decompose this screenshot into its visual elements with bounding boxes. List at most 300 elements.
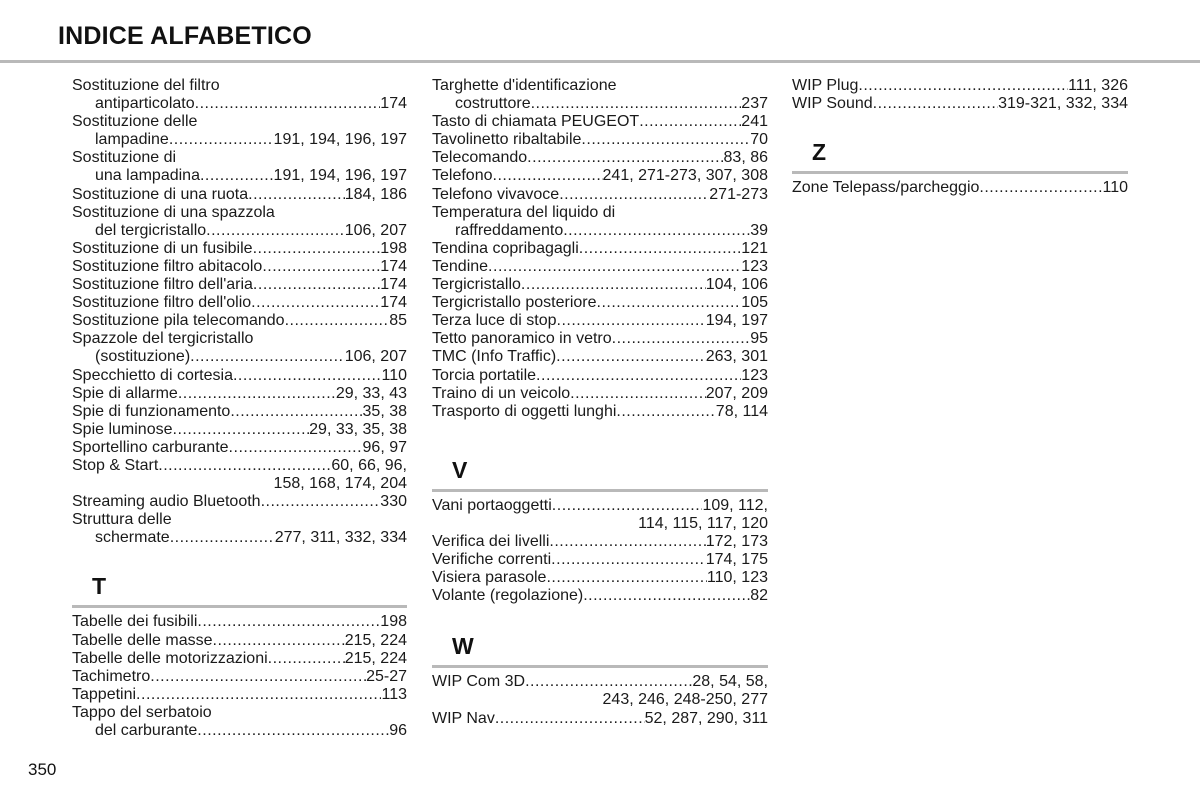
entry-pages: 114, 115, 117, 120 <box>638 514 768 532</box>
dot-leader <box>253 240 381 258</box>
index-entry-line <box>432 294 768 312</box>
index-entry <box>72 77 407 113</box>
entry-term: Verifica dei livelli <box>432 532 550 550</box>
entry-term: Sportellino carburante <box>72 438 229 456</box>
index-entry-line <box>72 511 407 529</box>
entry-term: Telefono vivavoce <box>432 185 560 203</box>
index-entry-line <box>432 113 768 131</box>
index-entry-line <box>432 673 768 691</box>
entry-pages: 25-27 <box>366 667 407 685</box>
entry-term: Volante (regolazione) <box>432 587 584 605</box>
index-entry <box>432 186 768 204</box>
dot-leader <box>200 167 274 185</box>
entry-pages: 191, 194, 196, 197 <box>273 167 407 185</box>
index-entry-line <box>432 348 768 366</box>
index-entry-line <box>72 276 407 294</box>
entry-pages: 85 <box>389 312 407 330</box>
entry-pages: 241, 271-273, 307, 308 <box>602 167 768 185</box>
index-entry <box>432 240 768 258</box>
entry-pages: 70 <box>750 131 768 149</box>
entry-term: Sostituzione filtro abitacolo <box>72 257 263 275</box>
letter-heading-rule <box>432 665 768 668</box>
entry-pages: 113 <box>381 685 407 703</box>
index-entry <box>72 367 407 385</box>
entry-pages: 96 <box>389 722 407 739</box>
entry-term: Terza luce di stop <box>432 312 557 330</box>
index-entry <box>72 439 407 457</box>
entry-pages: 110, 123 <box>706 569 768 587</box>
index-entry-line <box>72 457 407 475</box>
dot-leader <box>546 569 706 587</box>
index-entry <box>432 258 768 276</box>
section-gap <box>72 547 407 573</box>
entry-pages: 174 <box>380 294 407 312</box>
dot-leader <box>557 312 706 330</box>
title-divider <box>0 60 1200 63</box>
letter-heading <box>72 573 407 608</box>
index-entry-line <box>72 385 407 403</box>
dot-leader <box>612 330 751 348</box>
index-entry <box>432 710 768 728</box>
index-entry-line <box>72 668 407 686</box>
dot-leader <box>873 95 998 113</box>
entry-pages: 121 <box>741 239 768 257</box>
entry-pages: 83, 86 <box>723 149 768 167</box>
index-entry <box>432 276 768 294</box>
index-entry <box>792 95 1128 113</box>
entry-pages: 215, 224 <box>344 631 407 649</box>
index-entry-line <box>72 294 407 312</box>
entry-pages: 207, 209 <box>705 384 768 402</box>
entry-term: del carburante <box>95 722 198 739</box>
index-entry-line <box>432 222 768 240</box>
index-entry <box>72 113 407 149</box>
dot-leader <box>563 222 750 240</box>
index-entry <box>432 348 768 366</box>
dot-leader <box>616 403 715 421</box>
dot-leader <box>597 294 742 312</box>
index-entry-line <box>432 551 768 569</box>
index-entry-line <box>72 131 407 149</box>
entry-term: schermate <box>95 529 170 547</box>
index-entry <box>432 113 768 131</box>
entry-term: Telefono <box>432 167 493 185</box>
entry-pages: 330 <box>380 493 407 511</box>
index-entry <box>72 149 407 185</box>
dot-leader <box>858 77 1068 95</box>
entry-term: Spazzole del tergicristallo <box>72 330 254 348</box>
letter-heading-rule <box>72 605 407 608</box>
entry-term: Streaming audio Bluetooth <box>72 493 261 511</box>
entry-pages: 109, 112, <box>702 496 768 514</box>
index-entry-line <box>72 650 407 668</box>
index-entry <box>72 330 407 366</box>
index-entry <box>432 77 768 113</box>
index-entry-line <box>432 330 768 348</box>
index-entry <box>432 312 768 330</box>
index-entry <box>72 204 407 240</box>
entry-term: Tabelle delle motorizzazioni <box>72 649 268 667</box>
index-entry-line <box>72 421 407 439</box>
dot-leader <box>178 385 336 403</box>
dot-leader <box>158 457 331 475</box>
letter-heading <box>792 139 1128 174</box>
letter-heading <box>432 457 768 492</box>
index-entry <box>432 587 768 605</box>
index-entry <box>72 312 407 330</box>
dot-leader <box>248 186 345 204</box>
index-entry-line <box>432 312 768 330</box>
index-entry-line <box>432 385 768 403</box>
index-entry-line <box>432 569 768 587</box>
dot-leader <box>197 722 389 740</box>
entry-term: Tavolinetto ribaltabile <box>432 131 582 149</box>
entry-term: Sostituzione di un fusibile <box>72 239 253 257</box>
index-entry-line <box>432 276 768 294</box>
entry-term: Sostituzione di una ruota <box>72 185 249 203</box>
index-entry <box>432 330 768 348</box>
entry-pages: 106, 207 <box>344 348 407 366</box>
index-entry-line <box>432 587 768 605</box>
page-number: 350 <box>28 760 57 779</box>
entry-term: Sostituzione di una spazzola <box>72 203 275 221</box>
entry-pages: 263, 301 <box>705 348 768 366</box>
entry-pages: 52, 287, 290, 311 <box>644 709 768 727</box>
entry-pages: 82 <box>750 587 768 605</box>
entry-pages: 29, 33, 43 <box>335 384 407 402</box>
index-entry <box>72 457 407 493</box>
index-entry-line <box>432 403 768 421</box>
entry-pages: 172, 173 <box>705 532 768 550</box>
dot-leader <box>262 258 380 276</box>
section-gap <box>432 421 768 457</box>
entry-pages: 95 <box>750 330 768 348</box>
index-entry-line <box>432 240 768 258</box>
index-entry-line <box>432 77 768 95</box>
index-entry-line <box>72 258 407 276</box>
index-entry-line <box>72 722 407 740</box>
index-entry-line <box>432 95 768 113</box>
entry-term: WIP Sound <box>792 95 873 113</box>
dot-leader <box>495 710 645 728</box>
dot-leader <box>493 167 603 185</box>
dot-leader <box>525 673 692 691</box>
dot-leader <box>639 113 741 131</box>
index-entry-line <box>72 686 407 704</box>
index-entry <box>72 385 407 403</box>
entry-pages: 123 <box>741 257 768 275</box>
entry-term: Stop & Start <box>72 456 159 474</box>
dot-leader <box>979 179 1102 197</box>
index-entry-line <box>72 186 407 204</box>
dot-leader <box>169 131 274 149</box>
entry-term: Temperatura del liquido di <box>432 203 616 221</box>
letter-heading-rule <box>432 489 768 492</box>
index-entry-line <box>432 204 768 222</box>
entry-term: Tendine <box>432 257 489 275</box>
index-entry <box>72 613 407 631</box>
index-entry <box>72 650 407 668</box>
entry-pages: 106, 207 <box>344 221 407 239</box>
index-entry-line <box>432 258 768 276</box>
index-entry-line <box>432 167 768 185</box>
index-entry <box>432 367 768 385</box>
entry-term: Targhette d'identificazione <box>432 77 617 94</box>
entry-term: raffreddamento <box>455 221 564 239</box>
letter-heading-rule <box>792 171 1128 174</box>
index-entry-line <box>72 403 407 421</box>
index-entry <box>72 403 407 421</box>
dot-leader <box>527 149 723 167</box>
entry-term: Tabelle dei fusibili <box>72 613 198 631</box>
entry-term: Tergicristallo <box>432 276 521 294</box>
index-entry-line <box>72 613 407 631</box>
index-entry-line <box>72 529 407 547</box>
entry-pages: 194, 197 <box>705 312 768 330</box>
dot-leader <box>206 222 345 240</box>
entry-pages: 243, 246, 248-250, 277 <box>602 691 768 709</box>
index-entry <box>72 240 407 258</box>
entry-pages: 111, 326 <box>1068 77 1128 94</box>
index-entry <box>72 421 407 439</box>
dot-leader <box>521 276 706 294</box>
entry-term: Tachimetro <box>72 667 151 685</box>
dot-leader <box>170 529 275 547</box>
entry-term: WIP Plug <box>792 77 859 94</box>
letter-heading-label: V <box>452 456 468 483</box>
page-title: INDICE ALFABETICO <box>58 22 312 50</box>
section-gap <box>432 605 768 633</box>
entry-term: TMC (Info Traffic) <box>432 348 557 366</box>
entry-pages: 198 <box>380 613 407 631</box>
entry-term: Verifiche correnti <box>432 551 552 569</box>
dot-leader <box>190 348 345 366</box>
entry-term: Sostituzione filtro dell'aria <box>72 276 253 294</box>
entry-pages: 215, 224 <box>344 649 407 667</box>
entry-pages: 184, 186 <box>344 185 407 203</box>
entry-term: del tergicristallo <box>95 221 207 239</box>
index-entry <box>432 385 768 403</box>
dot-leader <box>531 95 742 113</box>
entry-term: WIP Nav <box>432 709 495 727</box>
index-entry-line <box>72 439 407 457</box>
index-entry-line <box>432 186 768 204</box>
dot-leader <box>213 632 345 650</box>
dot-leader <box>570 385 706 403</box>
entry-term: Tappo del serbatoio <box>72 703 212 721</box>
entry-term: Sostituzione delle <box>72 113 198 131</box>
entry-pages: 105 <box>741 294 768 312</box>
index-entry <box>432 533 768 551</box>
entry-term: Torcia portatile <box>432 366 537 384</box>
index-entry-line <box>72 312 407 330</box>
entry-term: Tasto di chiamata PEUGEOT <box>432 113 640 131</box>
index-entry <box>432 551 768 569</box>
letter-heading <box>432 633 768 668</box>
entry-term: Visiera parasole <box>432 569 547 587</box>
entry-term: Tergicristallo posteriore <box>432 294 597 312</box>
index-entry-line <box>792 77 1128 95</box>
index-entry-line <box>432 515 768 533</box>
entry-pages: 271-273 <box>709 185 768 203</box>
index-entry <box>72 294 407 312</box>
index-entry <box>792 77 1128 95</box>
dot-leader <box>233 367 382 385</box>
index-entry-line <box>72 348 407 366</box>
section-gap <box>792 113 1128 139</box>
entry-term: Traino di un veicolo <box>432 384 571 402</box>
entry-pages: 174, 175 <box>705 551 768 569</box>
entry-term: Spie luminose <box>72 420 173 438</box>
dot-leader <box>583 587 750 605</box>
index-entry <box>72 632 407 650</box>
dot-leader <box>268 650 345 668</box>
entry-pages: 60, 66, 96, <box>331 456 407 474</box>
index-entry-line <box>72 222 407 240</box>
entry-pages: 174 <box>380 257 407 275</box>
dot-leader <box>229 439 363 457</box>
index-entry <box>72 186 407 204</box>
entry-pages: 191, 194, 196, 197 <box>273 131 407 149</box>
dot-leader <box>556 348 706 366</box>
index-entry-line <box>72 704 407 722</box>
entry-pages: 29, 33, 35, 38 <box>309 420 407 438</box>
entry-pages: 319-321, 332, 334 <box>998 95 1128 113</box>
entry-term: Specchietto di cortesia <box>72 366 233 384</box>
dot-leader <box>197 613 380 631</box>
index-entry-line <box>72 204 407 222</box>
index-entry <box>72 686 407 704</box>
index-entry <box>432 167 768 185</box>
entry-pages: 39 <box>750 221 768 239</box>
entry-term: Tetto panoramico in vetro <box>432 330 612 348</box>
entry-term: antiparticolato <box>95 95 195 113</box>
index-entry-line <box>432 691 768 709</box>
index-entry <box>432 403 768 421</box>
index-entry <box>432 569 768 587</box>
entry-pages: 174 <box>380 95 407 113</box>
entry-pages: 241 <box>741 113 768 131</box>
index-entry-line <box>432 497 768 515</box>
dot-leader <box>253 276 380 294</box>
dot-leader <box>488 258 741 276</box>
index-entry-line <box>72 475 407 493</box>
index-entry-line <box>72 77 407 95</box>
index-entry-line <box>432 533 768 551</box>
entry-term: Tabelle delle masse <box>72 631 213 649</box>
dot-leader <box>285 312 390 330</box>
index-entry-line <box>432 149 768 167</box>
entry-pages: 123 <box>741 366 768 384</box>
entry-pages: 78, 114 <box>715 402 768 420</box>
entry-term: lampadine <box>95 131 169 149</box>
index-entry-line <box>72 367 407 385</box>
dot-leader <box>549 533 705 551</box>
entry-term: WIP Com 3D <box>432 673 526 691</box>
dot-leader <box>559 186 709 204</box>
entry-pages: 277, 311, 332, 334 <box>274 529 407 547</box>
index-column-1 <box>72 77 407 740</box>
entry-pages: 237 <box>741 95 768 113</box>
entry-term: Sostituzione del filtro <box>72 77 220 94</box>
index-column-3 <box>792 77 1128 197</box>
index-entry-line <box>792 179 1128 197</box>
index-entry-line <box>72 149 407 167</box>
dot-leader <box>581 131 750 149</box>
dot-leader <box>150 668 366 686</box>
entry-term: Spie di allarme <box>72 384 178 402</box>
index-entry-line <box>72 493 407 511</box>
index-entry-line <box>72 95 407 113</box>
entry-pages: 174 <box>380 276 407 294</box>
index-entry-line <box>72 167 407 185</box>
index-entry <box>432 497 768 533</box>
entry-term: Tendina copribagagli <box>432 239 579 257</box>
entry-term: Zone Telepass/parcheggio <box>792 179 980 197</box>
index-entry <box>432 131 768 149</box>
index-entry-line <box>72 330 407 348</box>
dot-leader <box>551 551 706 569</box>
index-entry <box>72 668 407 686</box>
entry-term: una lampadina <box>95 167 200 185</box>
index-entry-line <box>72 113 407 131</box>
index-column-2 <box>432 77 768 728</box>
index-entry <box>72 511 407 547</box>
entry-term: costruttore <box>455 95 531 113</box>
entry-term: Spie di funzionamento <box>72 402 231 420</box>
dot-leader <box>230 403 362 421</box>
index-entry <box>72 493 407 511</box>
dot-leader <box>536 367 741 385</box>
dot-leader <box>579 240 742 258</box>
index-entry-line <box>432 131 768 149</box>
index-entry <box>432 149 768 167</box>
entry-pages: 96, 97 <box>362 438 407 456</box>
index-entry <box>432 204 768 240</box>
index-entry-line <box>432 710 768 728</box>
dot-leader <box>251 294 380 312</box>
entry-term: Tappetini <box>72 685 137 703</box>
dot-leader <box>173 421 310 439</box>
dot-leader <box>136 686 381 704</box>
letter-heading-label: Z <box>812 139 827 166</box>
index-entry-line <box>72 632 407 650</box>
entry-term: Sostituzione pila telecomando <box>72 312 285 330</box>
dot-leader <box>195 95 381 113</box>
entry-term: Telecomando <box>432 149 528 167</box>
index-entry <box>72 276 407 294</box>
entry-term: Vani portaoggetti <box>432 496 552 514</box>
entry-term: Struttura delle <box>72 511 172 529</box>
entry-term: Sostituzione filtro dell'olio <box>72 294 252 312</box>
index-entry <box>72 704 407 740</box>
index-entry <box>792 179 1128 197</box>
index-entry <box>432 673 768 709</box>
entry-pages: 104, 106 <box>705 276 768 294</box>
entry-pages: 198 <box>380 239 407 257</box>
entry-pages: 158, 168, 174, 204 <box>273 475 407 493</box>
entry-pages: 28, 54, 58, <box>692 673 768 691</box>
letter-heading-label: T <box>92 573 107 600</box>
letter-heading-label: W <box>452 633 474 660</box>
entry-term: Sostituzione di <box>72 149 177 167</box>
entry-pages: 110 <box>381 366 407 384</box>
index-entry <box>432 294 768 312</box>
entry-term: Trasporto di oggetti lunghi <box>432 402 617 420</box>
entry-pages: 110 <box>1102 179 1128 197</box>
dot-leader <box>552 497 703 515</box>
index-entry-line <box>72 240 407 258</box>
